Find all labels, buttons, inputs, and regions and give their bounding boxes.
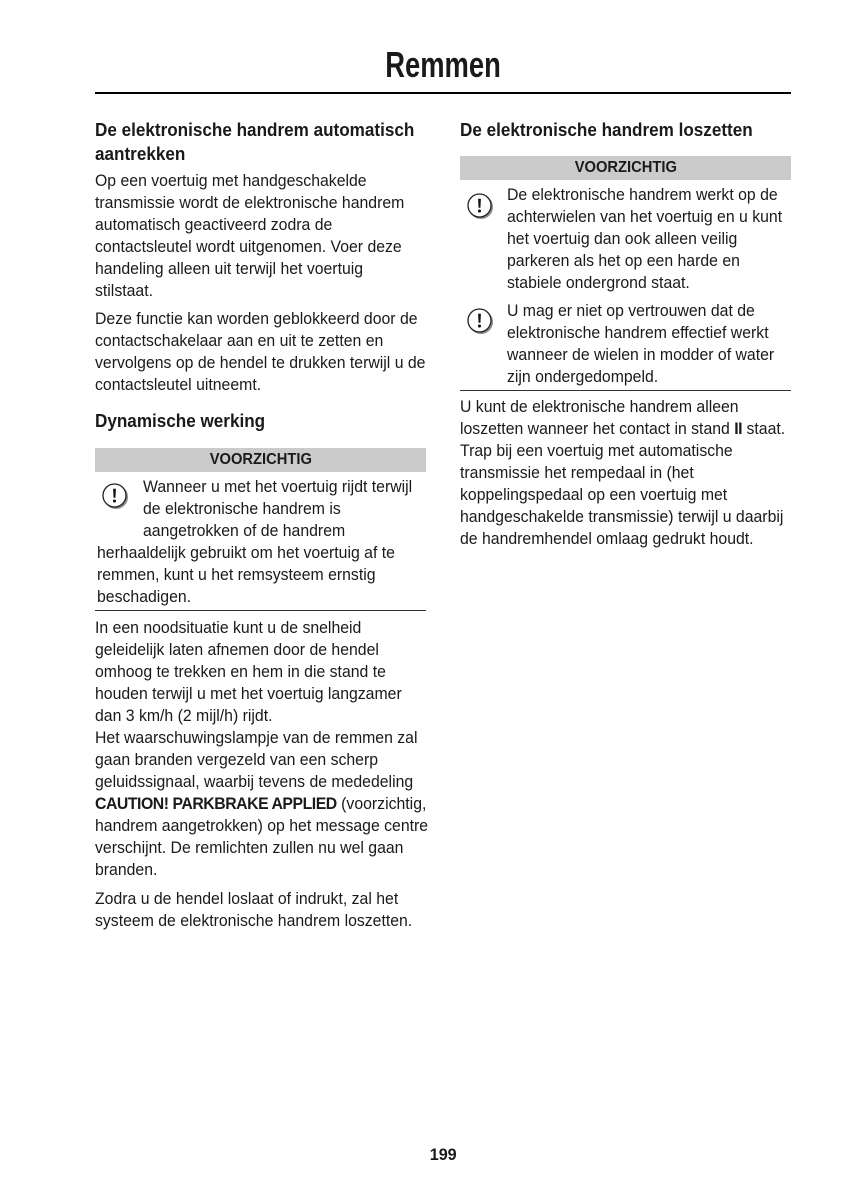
exclamation-bar	[478, 314, 481, 323]
text-line: contactsleutel uitneemt.	[95, 375, 262, 394]
text-line: handgeschakelde transmissie) terwijl u daarbij	[460, 507, 784, 526]
heading-line: De elektronische handrem automatisch	[95, 120, 415, 140]
text-line: Trap bij een voertuig met automatische	[460, 441, 733, 460]
caution-end-rule	[95, 610, 426, 611]
caution-item	[507, 300, 791, 388]
text-line: Deze functie kan worden geblokkeerd door de	[95, 309, 418, 328]
text-line: herhaaldelijk gebruikt om het voertuig af te	[97, 543, 395, 562]
text-line: houden terwijl u met het voertuig langzamer	[95, 684, 402, 703]
text-line: zijn ondergedompeld.	[507, 367, 659, 386]
ignition-position-text: II	[734, 419, 743, 438]
text-line: handrem aangetrokken) op het message centre	[95, 816, 429, 835]
text-line: wanneer de wielen in modder of water	[507, 345, 775, 364]
text-line: koppelingspedaal op een voertuig met	[460, 485, 728, 504]
text-line: beschadigen.	[97, 587, 192, 606]
text-line: gaan branden vergezeld van een scherp	[95, 750, 379, 769]
exclamation-bar	[478, 199, 481, 208]
text-line: U kunt de elektronische handrem alleen	[460, 397, 739, 416]
message-centre-text: CAUTION! PARKBRAKE APPLIED	[95, 794, 337, 813]
paragraph	[95, 727, 429, 881]
text-line: aangetrokken of de handrem	[143, 521, 346, 540]
text-line: Op een voertuig met handgeschakelde	[95, 171, 367, 190]
caution-end-rule	[460, 390, 791, 391]
text-line: handeling alleen uit terwijl het voertuig	[95, 259, 364, 278]
heading-line: De elektronische handrem loszetten	[460, 120, 753, 140]
caution-item	[507, 184, 791, 294]
page-title-text: Remmen	[385, 44, 501, 85]
text-line	[460, 418, 786, 440]
caution-text	[95, 476, 426, 608]
text-line: Zodra u de hendel loslaat of indrukt, zal het	[95, 889, 399, 908]
paragraph	[95, 888, 426, 932]
caution-exclamation-icon	[466, 192, 494, 220]
paragraph-group	[95, 617, 429, 881]
text-line: achterwielen van het voertuig en u kunt	[507, 207, 783, 226]
text-line: transmissie wordt de elektronische handrem	[95, 193, 405, 212]
text-line: elektronische handrem effectief werkt	[507, 323, 769, 342]
title-rule	[95, 92, 791, 94]
caution-header-bar	[95, 448, 426, 472]
text-line: omhoog te trekken en hem in die stand te	[95, 662, 386, 681]
section-heading-auto-apply	[95, 118, 426, 166]
text-line: U mag er niet op vertrouwen dat de	[507, 301, 755, 320]
text-line: branden.	[95, 860, 158, 879]
text-line: geluidssignaal, waarbij tevens de mededeling	[95, 772, 414, 791]
exclamation-dot	[478, 209, 481, 212]
section-heading-dynamic	[95, 409, 426, 433]
text-line: remmen, kunt u het remsysteem ernstig	[97, 565, 376, 584]
page-number	[95, 1144, 791, 1166]
caution-header-bar	[460, 156, 791, 180]
text-line: contactschakelaar aan en uit te zetten en	[95, 331, 384, 350]
text-line: dan 3 km/h (2 mijl/h) rijdt.	[95, 706, 273, 725]
text-line: stabiele ondergrond staat.	[507, 273, 690, 292]
paragraph	[95, 617, 426, 727]
paragraph	[95, 170, 426, 302]
caution-label: VOORZICHTIG	[574, 159, 677, 176]
text-line: Het waarschuwingslampje van de remmen zal	[95, 728, 418, 747]
text-fragment: (voorzichtig,	[336, 794, 427, 813]
heading-line: aantrekken	[95, 144, 186, 164]
text-line: De elektronische handrem werkt op de	[507, 185, 778, 204]
caution-exclamation-icon-graphic	[466, 192, 494, 220]
section-heading-release	[460, 118, 791, 142]
page-number-text: 199	[429, 1145, 457, 1164]
caution-exclamation-icon-graphic	[466, 307, 494, 335]
text-line: verschijnt. De remlichten zullen nu wel gaan	[95, 838, 404, 857]
text-line	[95, 793, 427, 815]
text-line: geleidelijk laten afnemen door de hendel	[95, 640, 379, 659]
caution-label: VOORZICHTIG	[209, 451, 312, 468]
text-line: automatisch geactiveerd zodra de	[95, 215, 333, 234]
caution-exclamation-icon	[466, 307, 494, 335]
text-line: contactsleutel wordt uitgenomen. Voer deze	[95, 237, 402, 256]
text-line: vervolgens op de hendel te drukken terwijl u de	[95, 353, 426, 372]
page-title	[95, 43, 791, 87]
heading-line: Dynamische werking	[95, 411, 266, 431]
text-line: parkeren als het op een harde en	[507, 251, 740, 270]
paragraph	[460, 396, 791, 550]
text-line: systeem de elektronische handrem loszetten.	[95, 911, 413, 930]
text-line: Wanneer u met het voertuig rijdt terwijl	[143, 477, 413, 496]
text-line: de handremhendel omlaag gedrukt houdt.	[460, 529, 754, 548]
text-fragment: staat.	[742, 419, 786, 438]
text-line: transmissie het rempedaal in (het	[460, 463, 694, 482]
text-line: de elektronische handrem is	[143, 499, 341, 518]
text-line: stilstaat.	[95, 281, 153, 300]
text-fragment: loszetten wanneer het contact in stand	[460, 419, 735, 438]
text-line: het voertuig dan ook alleen veilig	[507, 229, 738, 248]
text-line: In een noodsituatie kunt u de snelheid	[95, 618, 362, 637]
exclamation-dot	[478, 324, 481, 327]
paragraph	[95, 308, 426, 396]
